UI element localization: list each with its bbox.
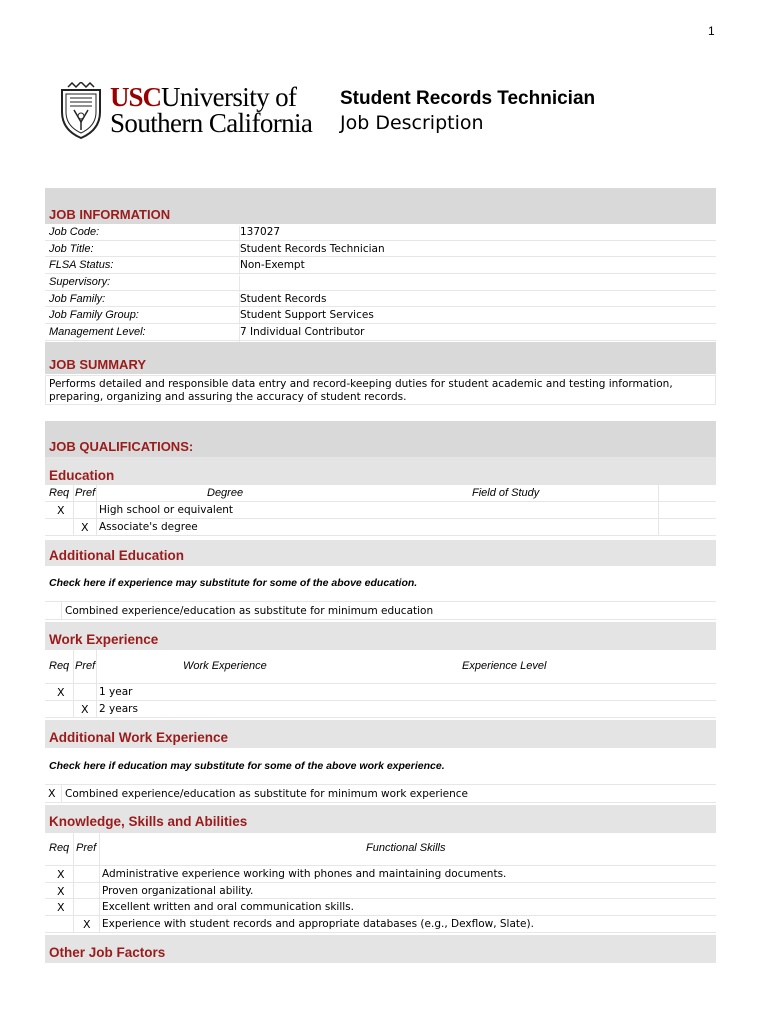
info-label: Supervisory:: [49, 276, 111, 289]
skill-value: Excellent written and oral communication skills.: [102, 901, 354, 913]
table-row: [45, 916, 716, 933]
additional-education-option-row: [45, 601, 716, 620]
education-heading: Education: [49, 468, 115, 483]
other-job-factors-heading: Other Job Factors: [49, 945, 166, 960]
col-work-experience: Work Experience: [183, 660, 267, 672]
table-row: [45, 866, 716, 883]
experience-value: 2 years: [99, 703, 138, 715]
info-label: Job Family:: [49, 292, 106, 305]
info-value: Student Records Technician: [240, 242, 385, 255]
qualifications-heading: JOB QUALIFICATIONS:: [49, 439, 194, 454]
info-label: FLSA Status:: [49, 259, 114, 272]
info-row: [45, 307, 716, 324]
table-header-row: [45, 833, 716, 866]
col-experience-level: Experience Level: [462, 660, 547, 672]
info-label: Job Title:: [49, 242, 94, 255]
additional-education-heading: Additional Education: [49, 548, 184, 563]
table-header-row: [45, 650, 716, 684]
req-mark: X: [57, 686, 65, 699]
info-row: [45, 224, 716, 241]
table-row: [45, 701, 716, 718]
checkbox-mark[interactable]: X: [48, 787, 56, 800]
skill-value: Administrative experience working with phones and maintaining documents.: [102, 868, 507, 880]
info-row: [45, 291, 716, 308]
pref-mark: X: [81, 703, 89, 716]
document-title: Student Records Technician: [340, 88, 596, 109]
additional-work-experience-option-row: [45, 784, 716, 803]
ksa-table: [45, 833, 716, 933]
pref-mark: X: [81, 521, 89, 534]
table-row: [45, 684, 716, 701]
job-summary-text: Performs detailed and responsible data entry and record-keeping duties for student academic and testing information, preparing, organizing and assuring the accuracy of student records.: [45, 375, 716, 405]
col-req: Req: [49, 487, 70, 499]
work-experience-heading: Work Experience: [49, 632, 159, 647]
job-summary-heading: JOB SUMMARY: [49, 357, 147, 372]
job-information-heading: JOB INFORMATION: [49, 207, 171, 222]
additional-work-experience-heading: Additional Work Experience: [49, 730, 229, 745]
req-mark: X: [57, 901, 65, 914]
info-label: Job Family Group:: [49, 309, 139, 322]
table-row: [45, 899, 716, 916]
col-pref: Pref: [75, 660, 96, 672]
info-value: 7 Individual Contributor: [240, 326, 365, 339]
info-row: [45, 324, 716, 341]
req-mark: X: [57, 504, 65, 517]
info-row: [45, 274, 716, 291]
info-value: 137027: [240, 226, 281, 238]
col-field-of-study: Field of Study: [472, 487, 540, 499]
skill-value: Proven organizational ability.: [102, 885, 254, 897]
option-label: Combined experience/education as substitute for minimum work experience: [65, 788, 468, 800]
info-value: Non-Exempt: [240, 259, 305, 272]
col-pref: Pref: [75, 487, 96, 499]
col-req: Req: [49, 660, 70, 672]
skill-value: Experience with student records and appropriate databases (e.g., Dexflow, Slate).: [102, 918, 534, 930]
info-label: Management Level:: [49, 326, 146, 339]
col-functional-skills: Functional Skills: [366, 842, 446, 854]
degree-value: Associate's degree: [99, 521, 198, 533]
additional-work-experience-check-text: Check here if education may substitute for some of the above work experience.: [49, 760, 445, 772]
pref-mark: X: [83, 918, 91, 931]
degree-value: High school or equivalent: [99, 504, 234, 516]
additional-education-check-text: Check here if experience may substitute for some of the above education.: [49, 577, 418, 589]
education-table: [45, 485, 716, 537]
table-row: [45, 883, 716, 899]
col-req: Req: [49, 842, 70, 854]
education-bar: [45, 457, 716, 485]
experience-value: 1 year: [99, 686, 133, 698]
wordmark-university: University of: [161, 82, 297, 112]
info-row: [45, 241, 716, 258]
usc-seal-icon: [58, 82, 104, 140]
info-value: Student Support Services: [240, 309, 374, 322]
col-degree: Degree: [207, 487, 244, 499]
option-label: Combined experience/education as substitute for minimum education: [65, 605, 434, 617]
ksa-heading: Knowledge, Skills and Abilities: [49, 814, 248, 829]
info-row: [45, 257, 716, 274]
document-subtitle: Job Description: [340, 112, 484, 134]
req-mark: X: [57, 868, 65, 881]
info-label: Job Code:: [49, 226, 100, 238]
wordmark-usc: USC: [110, 82, 162, 112]
wordmark-southern-california: Southern California: [110, 108, 313, 138]
table-header-row: [45, 485, 716, 502]
work-experience-table: [45, 650, 716, 718]
table-row: [45, 502, 716, 519]
col-pref: Pref: [76, 842, 97, 854]
document-header: [58, 80, 678, 144]
table-row: [45, 519, 716, 536]
job-information-table: [45, 224, 716, 341]
req-mark: X: [57, 885, 65, 898]
info-value: Student Records: [240, 292, 327, 305]
page-number: 1: [708, 24, 715, 38]
usc-wordmark: [110, 84, 312, 136]
